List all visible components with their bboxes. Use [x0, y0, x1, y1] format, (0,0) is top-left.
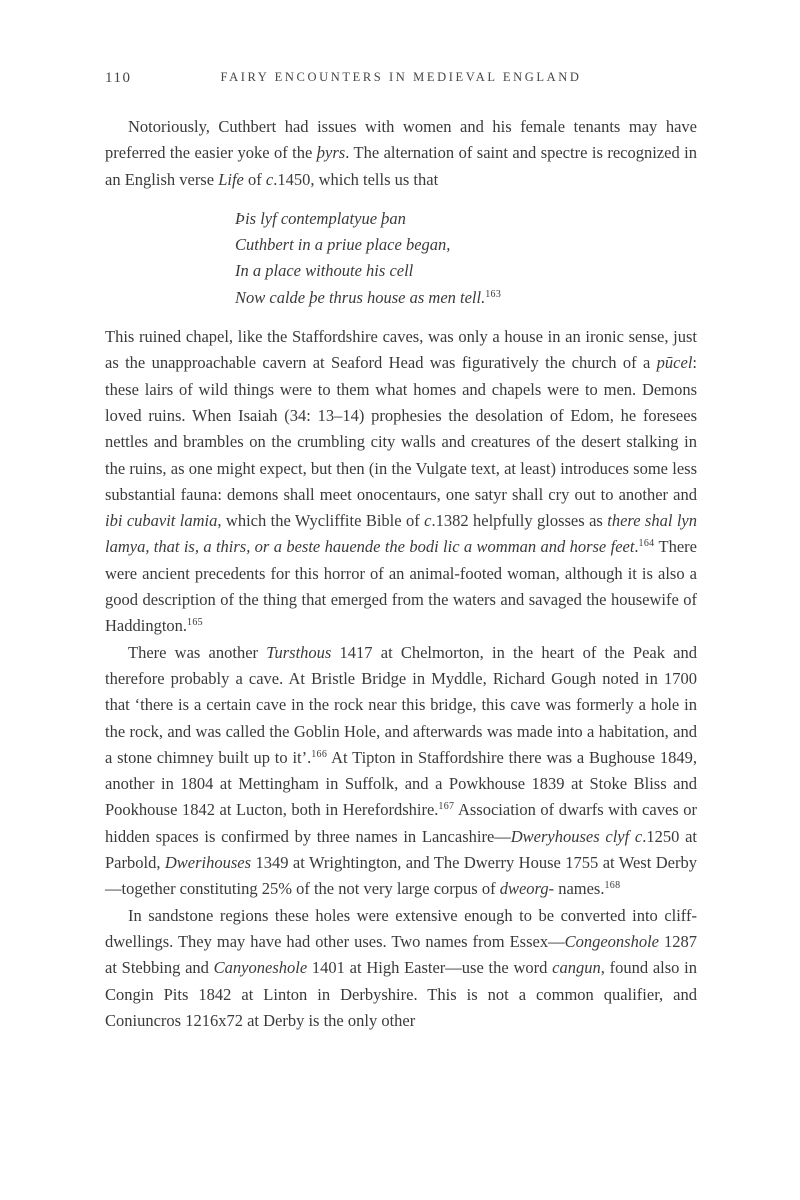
- paragraph: [105, 903, 697, 1034]
- italic-text: pūcel: [656, 353, 693, 373]
- italic-text: þyrs: [316, 143, 346, 163]
- text-segment: At Tipton in Staffordshire there was a Bughouse 1849, another in 1804 at Mettingham in Suffolk, and a Powkhouse 1839 at Stoke Bliss and Pookhouse 1842 at Lucton, both in Herefordshire.: [105, 747, 697, 820]
- text-segment: Association of dwarfs with caves or hidden spaces is confirmed by three names in Lancashire—: [105, 800, 697, 846]
- italic-text: In a place withoute his cell: [235, 261, 414, 281]
- text-segment: There were ancient precedents for this horror of an animal-footed woman, although it is also a good description of the thing that emerged from the waters and savaged the housewife of Haddington.: [105, 537, 697, 636]
- text-segment: 1417 at Chelmorton, in the heart of the Peak and therefore probably a cave. At Bristle Bridge in Myddle, Richard Gough noted in 1700 that ‘there is a certain cave in the rock near this bridge, this cave was formerly a hole in the rock, and was called the Goblin Hole, and afterwards was made into a habitation, and a stone chimney built up to it’.: [105, 642, 697, 767]
- italic-text: Canyoneshole: [213, 958, 308, 978]
- text-segment: 1401 at High Easter—use the word: [307, 958, 553, 978]
- verse-line: [235, 206, 697, 232]
- verse-line: [235, 232, 697, 258]
- text-segment: , found also in Congin Pits 1842 at Linton in Derbyshire. This is not a common qualifier, and Coniuncros 1216x72 at Derby is the only other: [105, 958, 697, 1030]
- italic-text: c: [265, 169, 274, 189]
- verse-quote: [235, 206, 697, 311]
- text-segment: .1250 at Parbold,: [105, 826, 697, 873]
- paragraph: [105, 114, 697, 193]
- text-segment: This ruined chapel, like the Staffordshire caves, was only a house in an ironic sense, just as the unapproachable cavern at Seaford Head was figuratively the church of a: [105, 327, 697, 373]
- italic-text: Þis lyf contemplatyue þan: [235, 208, 406, 228]
- page-header: [105, 70, 697, 85]
- footnote-ref: 165: [187, 617, 203, 629]
- text-segment: , which the Wycliffite Bible of: [217, 511, 425, 531]
- text-segment: Notoriously, Cuthbert had issues with women and his female tenants may have preferred the easier yoke of the: [105, 117, 697, 163]
- text-segment: .1450, which tells us that: [273, 169, 439, 189]
- text-body: [105, 114, 697, 1034]
- text-segment: . The alternation of saint and spectre is recognized in an English verse: [105, 143, 697, 189]
- running-header: FAIRY ENCOUNTERS IN MEDIEVAL ENGLAND: [220, 70, 582, 84]
- italic-text: dweorg-: [499, 879, 555, 899]
- italic-text: Tursthous: [266, 642, 332, 662]
- text-segment: There was another: [128, 642, 267, 662]
- footnote-ref: 166: [311, 748, 328, 760]
- italic-text: Congeonshole: [564, 931, 660, 951]
- footnote-ref: 168: [604, 880, 621, 892]
- text-segment: names.: [554, 879, 605, 899]
- italic-text: Life: [218, 169, 244, 189]
- text-segment: 1349 at Wrightington, and The Dwerry House 1755 at West Derby—together constituting 25% of the not very large corpus of: [105, 853, 697, 899]
- text-segment: .1382 helpfully glosses as: [431, 511, 608, 531]
- paragraph: [105, 640, 697, 903]
- italic-text: Dwerihouses: [164, 853, 252, 873]
- text-segment: of: [243, 169, 266, 189]
- italic-text: there shal lyn lamya, that is, a thirs, or a beste hauende the bodi lic a womman and horse feet: [105, 511, 698, 557]
- verse-line: [235, 258, 697, 284]
- italic-text: Dweryhouses clyf: [510, 826, 630, 846]
- italic-text: Now calde þe thrus house as men tell.: [235, 287, 486, 307]
- page-number: 110: [105, 70, 132, 86]
- italic-text: cangun: [552, 958, 601, 978]
- paragraph: [105, 324, 697, 640]
- text-segment: : these lairs of wild things were to them what homes and chapels were to men. Demons loved ruins. When Isaiah (34: 13–14) prophesies the desolation of Edom, he foresees nettles and brambles on the crumbling city walls and creatures of the desert stalking in the ruins, as one might expect, but then (in the Vulgate text, at least) introduces some less substantial fauna: demons shall meet onocentaurs, one satyr shall cry out to another and: [105, 353, 697, 504]
- text-segment: In sandstone regions these holes were extensive enough to be converted into cliff-dwellings. They may have had other uses. Two names from Essex—: [105, 905, 697, 951]
- verse-line: [235, 285, 697, 311]
- italic-text: c: [424, 511, 432, 531]
- footnote-ref: 167: [438, 801, 455, 813]
- italic-text: ibi cubavit lamia: [105, 511, 218, 531]
- text-segment: .: [634, 537, 639, 557]
- italic-text: Cuthbert in a priue place began,: [235, 235, 451, 255]
- footnote-ref: 164: [638, 538, 655, 550]
- italic-text: c: [634, 826, 643, 846]
- text-segment: 1287 at Stebbing and: [105, 931, 698, 978]
- footnote-ref: 163: [485, 288, 502, 300]
